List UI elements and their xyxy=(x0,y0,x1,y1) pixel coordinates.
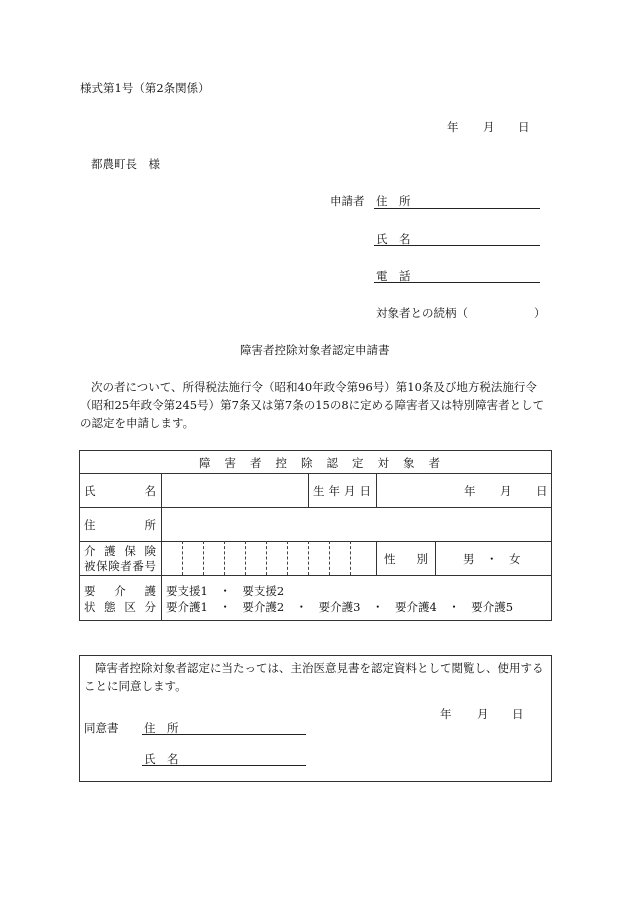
birth-year: 年 xyxy=(464,484,476,498)
table-divider xyxy=(376,541,377,575)
insurance-number-field[interactable] xyxy=(162,542,376,575)
applicant-name-field[interactable] xyxy=(374,245,540,246)
table-header: 障害者控除認定対象者 xyxy=(199,456,454,470)
sex-label: 性別 xyxy=(384,552,428,566)
care-label-line-2: 状態区分 xyxy=(84,600,156,614)
birth-month: 月 xyxy=(500,484,512,498)
consent-day: 日 xyxy=(512,707,524,721)
form-number: 様式第1号（第2条関係） xyxy=(80,81,210,95)
target-address-field[interactable] xyxy=(162,508,551,541)
relation-close: ） xyxy=(534,306,546,320)
body-text: 次の者について、所得税法施行令（昭和40年政令第96号）第10条及び地方税法施行令（昭和25年政令第245号）第7条又は第7条の15の8に定める障害者又は特別障害者としての認定を申請します。 xyxy=(80,380,545,430)
table-divider xyxy=(376,473,377,507)
applicant-name-label: 氏 名 xyxy=(376,232,411,246)
table-divider xyxy=(79,473,552,474)
date-day: 日 xyxy=(518,120,530,134)
consent-month: 月 xyxy=(477,707,489,721)
target-name-field[interactable] xyxy=(162,474,308,507)
birth-label: 生年月日 xyxy=(313,484,371,498)
care-level-options-care[interactable]: 要介護1 ・ 要介護2 ・ 要介護3 ・ 要介護4 ・ 要介護5 xyxy=(166,600,514,614)
applicant-phone-label: 電 話 xyxy=(376,269,411,283)
addressee: 都農町長 様 xyxy=(91,157,160,171)
table-divider xyxy=(435,541,436,575)
date-month: 月 xyxy=(483,120,495,134)
applicant-address-label: 住 所 xyxy=(376,194,411,208)
care-level-options-support[interactable]: 要支援1 ・ 要支援2 xyxy=(166,584,285,598)
consent-name-label: 氏 名 xyxy=(144,752,179,766)
name-label: 氏名 xyxy=(84,484,156,498)
document-title: 障害者控除対象者認定申請書 xyxy=(240,343,390,357)
consent-name-field[interactable] xyxy=(142,765,306,766)
date-year: 年 xyxy=(447,120,459,134)
consent-address-label: 住 所 xyxy=(144,721,179,735)
address-label: 住所 xyxy=(84,518,156,532)
applicant-phone-field[interactable] xyxy=(374,282,540,283)
relation-label: 対象者との続柄（ xyxy=(376,306,468,320)
birth-day: 日 xyxy=(536,484,548,498)
insurance-label-line-1: 介護保険 xyxy=(84,544,156,558)
sex-options[interactable]: 男 ・ 女 xyxy=(463,552,521,566)
table-divider xyxy=(308,473,309,507)
applicant-address-field[interactable] xyxy=(374,208,540,209)
consent-text: 障害者控除対象者認定に当たっては、主治医意見書を認定資料として閲覧し、使用することに同意します。 xyxy=(84,661,544,693)
care-label-line-1: 要介護 xyxy=(84,584,156,598)
consent-address-field[interactable] xyxy=(142,734,306,735)
table-divider xyxy=(79,575,552,576)
consent-year: 年 xyxy=(440,707,452,721)
consent-label: 同意書 xyxy=(84,721,119,735)
insurance-label-line-2: 被保険者番号 xyxy=(84,559,156,573)
applicant-label: 申請者 xyxy=(330,194,365,208)
